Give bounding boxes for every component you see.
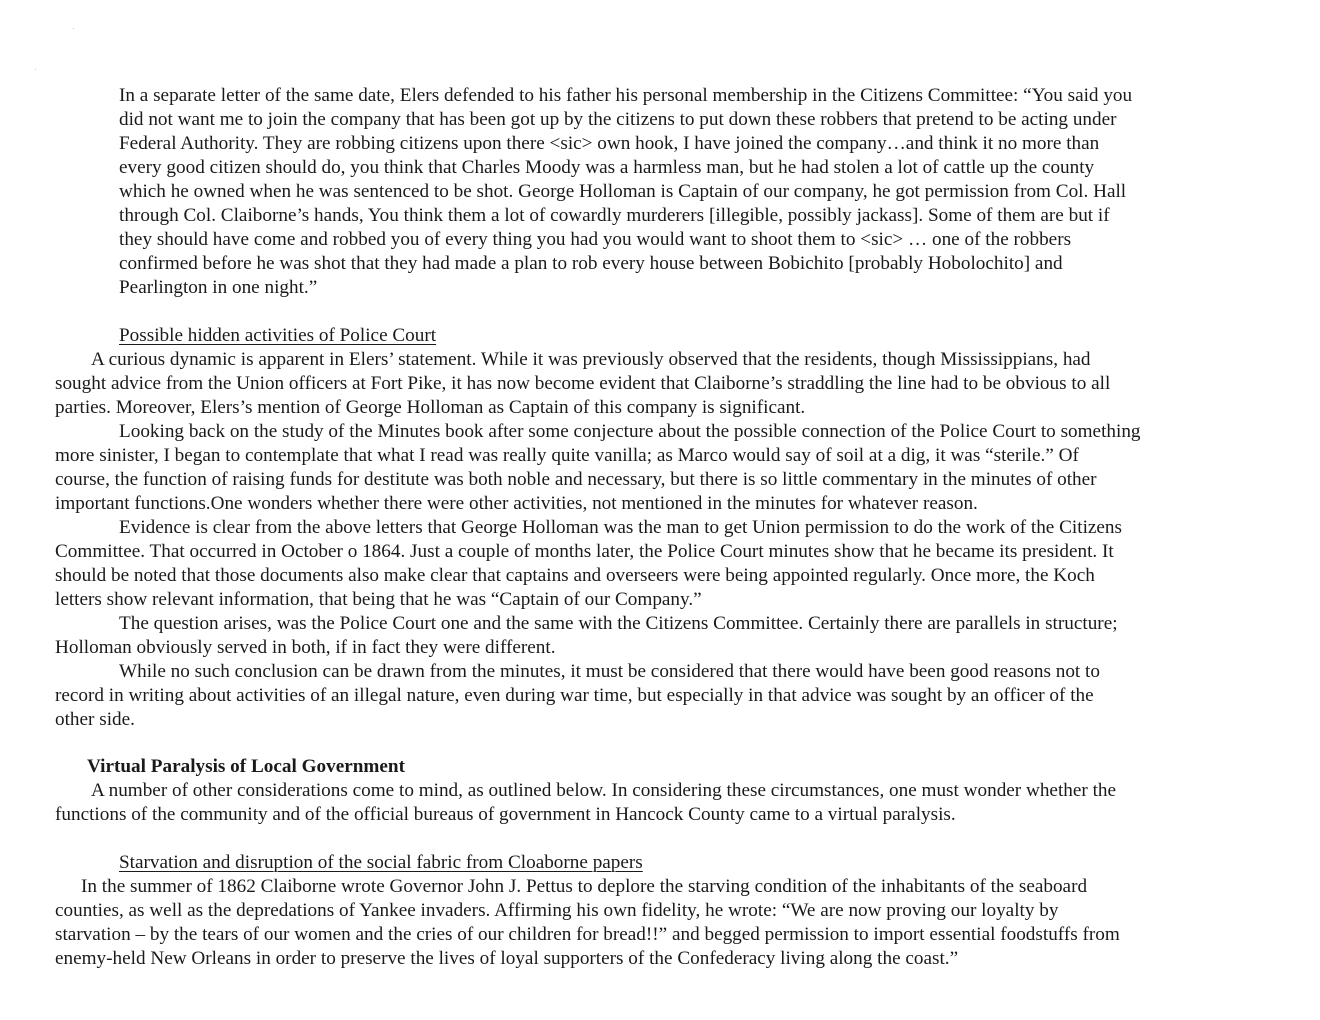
text-line: important functions.One wonders whether there were other activities, not mentioned in the minutes for whatever reason. <box>55 493 978 514</box>
scan-speck <box>73 28 74 29</box>
section-heading: Possible hidden activities of Police Court <box>119 325 437 346</box>
text-line: which he owned when he was sentenced to be shot. George Holloman is Captain of our company, he got permission from Col. Hall <box>119 181 1127 202</box>
text-line: other side. <box>55 709 135 730</box>
text-line: through Col. Claiborne’s hands, You think them a lot of cowardly murderers [illegible, possibly jackass]. Some of them are but if <box>119 205 1110 226</box>
text-line: letters show relevant information, that being that he was “Captain of our Company.” <box>55 589 702 610</box>
text-line: course, the function of raising funds for destitute was both noble and necessary, but there is so little commentary in the minutes of other <box>55 469 1097 490</box>
section-heading: Starvation and disruption of the social fabric from Cloaborne papers <box>119 852 643 873</box>
quote-paragraph <box>119 84 1259 300</box>
text-line: Looking back on the study of the Minutes book after some conjecture about the possible connection of the Police Court to something <box>119 421 1141 442</box>
text-line: starvation – by the tears of our women and the cries of our children for bread!!” and begged permission to import essential foodstuffs from <box>55 924 1120 945</box>
text-line: parties. Moreover, Elers’s mention of George Holloman as Captain of this company is significant. <box>55 397 806 418</box>
section-paralysis <box>55 755 1260 827</box>
section-starvation <box>55 851 1260 971</box>
text-line: sought advice from the Union officers at Fort Pike, it has now become evident that Claiborne’s straddling the line had to be obvious to all <box>55 373 1111 394</box>
text-line: enemy-held New Orleans in order to preserve the lives of loyal supporters of the Confederacy living along the coast.” <box>55 948 959 969</box>
text-line: In a separate letter of the same date, Elers defended to his father his personal membership in the Citizens Committee: “You said you <box>119 85 1133 106</box>
text-line: Pearlington in one night.” <box>119 277 318 298</box>
text-line: more sinister, I began to contemplate that what I read was really quite vanilla; as Marco would say of soil at a dig, it was “sterile.” Of <box>55 445 1079 466</box>
text-line: every good citizen should do, you think that Charles Moody was a harmless man, but he had stolen a lot of cattle up the county <box>119 157 1095 178</box>
text-line: did not want me to join the company that has been got up by the citizens to put down these robbers that pretend to be acting under <box>119 109 1117 130</box>
text-line: functions of the community and of the official bureaus of government in Hancock County came to a virtual paralysis. <box>55 804 956 825</box>
text-line: In the summer of 1862 Claiborne wrote Governor John J. Pettus to deplore the starving condition of the inhabitants of the seaboard <box>81 876 1088 897</box>
text-line: While no such conclusion can be drawn from the minutes, it must be considered that there would have been good reasons not to <box>119 661 1100 682</box>
text-line: Committee. That occurred in October o 1864. Just a couple of months later, the Police Court minutes show that he became its president. It <box>55 541 1114 562</box>
text-line: A curious dynamic is apparent in Elers’ statement. While it was previously observed that the residents, though Mississippians, had <box>91 349 1091 370</box>
text-line: Evidence is clear from the above letters that George Holloman was the man to get Union permission to do the work of the Citizens <box>119 517 1122 538</box>
text-line: A number of other considerations come to mind, as outlined below. In considering these circumstances, one must wonder whether the <box>91 780 1117 801</box>
section-police-court <box>55 324 1260 732</box>
text-line: Federal Authority. They are robbing citizens upon there <sic> own hook, I have joined the company…and think it no more than <box>119 133 1100 154</box>
text-line: should be noted that those documents also make clear that captains and overseers were being appointed regularly. Once more, the Koch <box>55 565 1095 586</box>
scan-speck <box>35 69 36 70</box>
text-line: counties, as well as the depredations of Yankee invaders. Affirming his own fidelity, he wrote: “We are now proving our loyalty by <box>55 900 1059 921</box>
section-heading: Virtual Paralysis of Local Government <box>87 756 405 777</box>
text-line: record in writing about activities of an illegal nature, even during war time, but especially in that advice was sought by an officer of the <box>55 685 1094 706</box>
text-line: confirmed before he was shot that they had made a plan to rob every house between Bobichito [probably Hobolochito] and <box>119 253 1063 274</box>
text-line: The question arises, was the Police Court one and the same with the Citizens Committee. Certainly there are parallels in structure; <box>119 613 1118 634</box>
text-line: Holloman obviously served in both, if in fact they were different. <box>55 637 556 658</box>
text-line: they should have come and robbed you of every thing you had you would want to shoot them to <sic> … one of the robbers <box>119 229 1072 250</box>
